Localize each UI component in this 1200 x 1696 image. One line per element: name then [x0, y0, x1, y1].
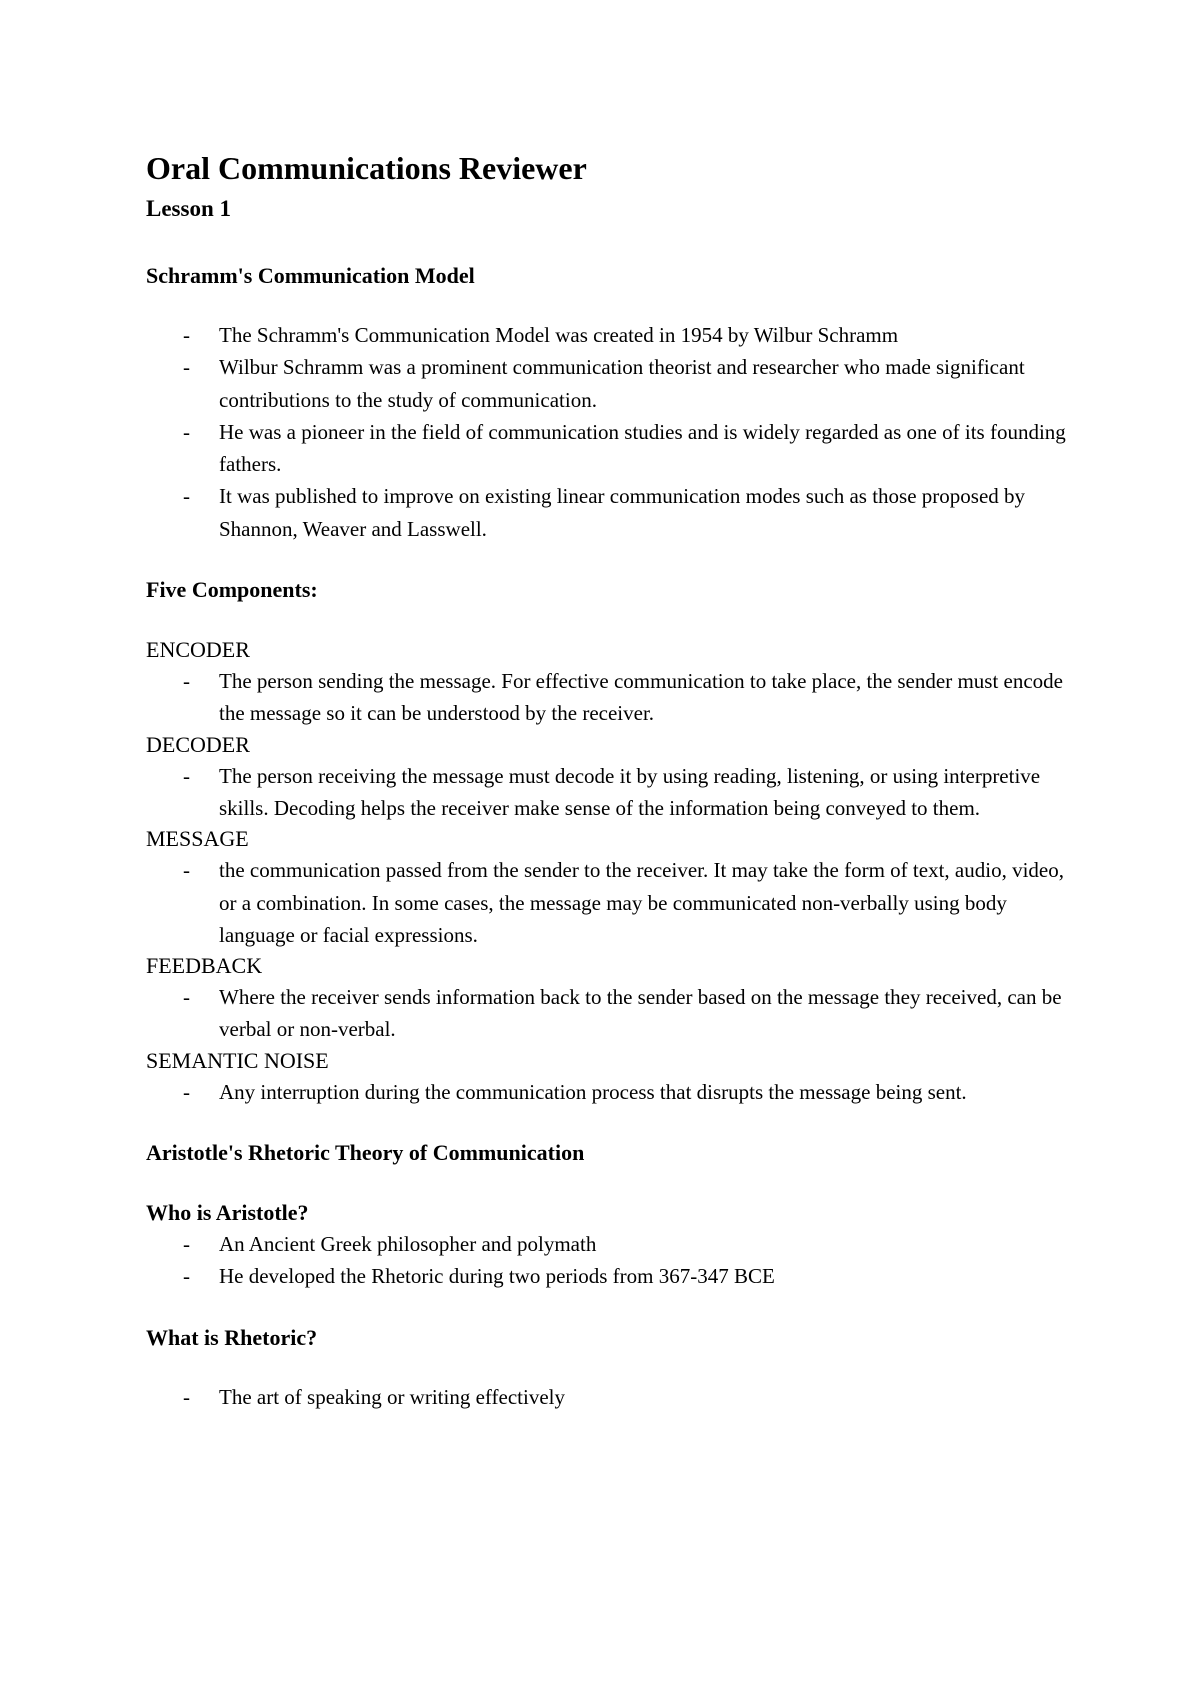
- component-label-decoder: DECODER: [146, 731, 250, 757]
- rhetoric-bullet-list: [146, 1381, 1076, 1413]
- subheading-who-is-aristotle: Who is Aristotle?: [146, 1200, 309, 1226]
- bullet-dash: -: [183, 1264, 190, 1289]
- list-item: - Wilbur Schramm was a prominent communication theorist and researcher who made significant contributions to the study of communication.: [146, 351, 1076, 416]
- list-item: - An Ancient Greek philosopher and polymath: [146, 1228, 1076, 1260]
- bullet-dash: -: [183, 985, 190, 1010]
- aristotle-bullet-list: [146, 1228, 1076, 1293]
- section-heading-components: Five Components:: [146, 577, 318, 603]
- list-item: - Any interruption during the communication process that disrupts the message being sent.: [146, 1076, 1076, 1108]
- lesson-label: Lesson 1: [146, 196, 231, 221]
- list-item: - The art of speaking or writing effectively: [146, 1381, 1076, 1413]
- list-item: - The person receiving the message must decode it by using reading, listening, or using interpretive skills. Decoding helps the receiver make sense of the information being conveyed to them.: [146, 760, 1076, 825]
- bullet-dash: -: [183, 669, 190, 694]
- list-item: - It was published to improve on existing linear communication modes such as those proposed by Shannon, Weaver and Lasswell.: [146, 480, 1076, 545]
- component-label-encoder: ENCODER: [146, 637, 250, 663]
- bullet-dash: -: [183, 1384, 190, 1409]
- bullet-dash: -: [183, 355, 190, 380]
- component-description: [146, 1076, 1076, 1108]
- component-label-message: MESSAGE: [146, 826, 249, 852]
- list-item: - He was a pioneer in the field of communication studies and is widely regarded as one of its founding fathers.: [146, 416, 1076, 481]
- bullet-dash: -: [183, 419, 190, 444]
- section-heading-aristotle: Aristotle's Rhetoric Theory of Communication: [146, 1140, 585, 1166]
- bullet-dash: -: [183, 484, 190, 509]
- subheading-what-is-rhetoric: What is Rhetoric?: [146, 1324, 318, 1350]
- component-label-feedback: FEEDBACK: [146, 953, 263, 979]
- document-title: Oral Communications Reviewer: [146, 150, 587, 186]
- list-item: - The person sending the message. For effective communication to take place, the sender must encode the message so it can be understood by the receiver.: [146, 665, 1076, 730]
- component-description: [146, 981, 1076, 1046]
- component-description: [146, 760, 1076, 825]
- component-description: [146, 854, 1076, 951]
- bullet-dash: -: [183, 763, 190, 788]
- section-heading-schramm: Schramm's Communication Model: [146, 263, 475, 288]
- list-item: - He developed the Rhetoric during two periods from 367-347 BCE: [146, 1260, 1076, 1292]
- bullet-dash: -: [183, 1079, 190, 1104]
- list-item: - The Schramm's Communication Model was created in 1954 by Wilbur Schramm: [146, 319, 1076, 351]
- bullet-dash: -: [183, 323, 190, 347]
- list-item: - Where the receiver sends information back to the sender based on the message they received, can be verbal or non-verbal.: [146, 981, 1076, 1046]
- component-label-semantic-noise: SEMANTIC NOISE: [146, 1047, 329, 1073]
- component-description: [146, 665, 1076, 730]
- document-page: [146, 148, 1076, 1413]
- schramm-bullet-list: [146, 319, 1076, 545]
- bullet-dash: -: [183, 858, 190, 883]
- list-item: - the communication passed from the sender to the receiver. It may take the form of text, audio, video, or a combination. In some cases, the message may be communicated non-verbally using body language or facial expressions.: [146, 854, 1076, 951]
- bullet-dash: -: [183, 1232, 190, 1257]
